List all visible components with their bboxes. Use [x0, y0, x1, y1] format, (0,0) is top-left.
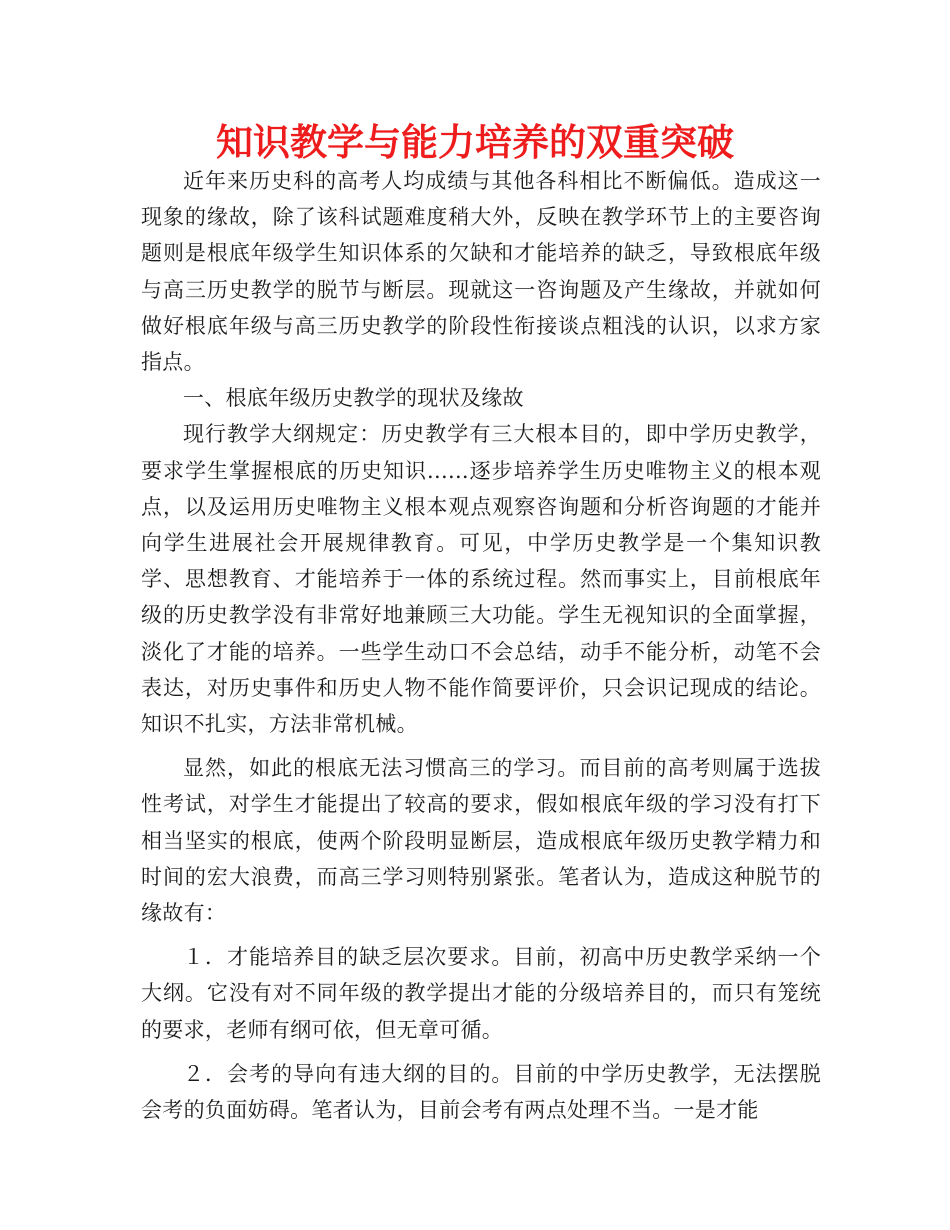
document-body — [141, 163, 821, 1128]
paragraph-syllabus: 现行教学大纲规定：历史教学有三大根本目的，即中学历史教学，要求学生掌握根底的历史知识......逐步培养学生历史唯物主义的根本观点，以及运用历史唯物主义根本观点观察咨询题和分析咨询题的才能并向学生进展社会开展规律教育。可见，中学历史教学是一个集知识教学、思想教育、才能培养于一体的系统过程。然而事实上，目前根底年级的历史教学没有非常好地兼顾三大功能。学生无视知识的全面掌握，淡化了才能的培养。一些学生动口不会总结，动手不能分析，动笔不会表达，对历史事件和历史人物不能作简要评价，只会识记现成的结论。知识不扎实，方法非常机械。 — [141, 422, 821, 737]
document-title: 知识教学与能力培养的双重突破 — [216, 121, 734, 164]
paragraph-intro: 近年来历史科的高考人均成绩与其他各科相比不断偏低。造成这一现象的缘故，除了该科试题难度稍大外，反映在教学环节上的主要咨询题则是根底年级学生知识体系的欠缺和才能培养的缺乏，导致根底年级与高三历史教学的脱节与断层。现就这一咨询题及产生缘故，并就如何做好根底年级与高三历史教学的阶段性衔接谈点粗浅的认识，以求方家指点。 — [141, 169, 821, 375]
list-item-1: １．才能培养目的缺乏层次要求。目前，初高中历史教学采纳一个大纲。它没有对不同年级的教学提出才能的分级培养目的，而只有笼统的要求，老师有纲可依，但无章可循。 — [141, 945, 821, 1042]
section-heading: 一、根底年级历史教学的现状及缘故 — [183, 386, 524, 411]
paragraph-analysis: 显然，如此的根底无法习惯高三的学习。而目前的高考则属于选拔性考试，对学生才能提出了较高的要求，假如根底年级的学习没有打下相当坚实的根底，使两个阶段明显断层，造成根底年级历史教学精力和时间的宏大浪费，而高三学习则特别紧张。笔者认为，造成这种脱节的缘故有： — [141, 756, 821, 926]
list-item-2: ２．会考的导向有违大纲的目的。目前的中学历史教学，无法摆脱会考的负面妨碍。笔者认为，目前会考有两点处理不当。一是才能 — [141, 1061, 821, 1123]
